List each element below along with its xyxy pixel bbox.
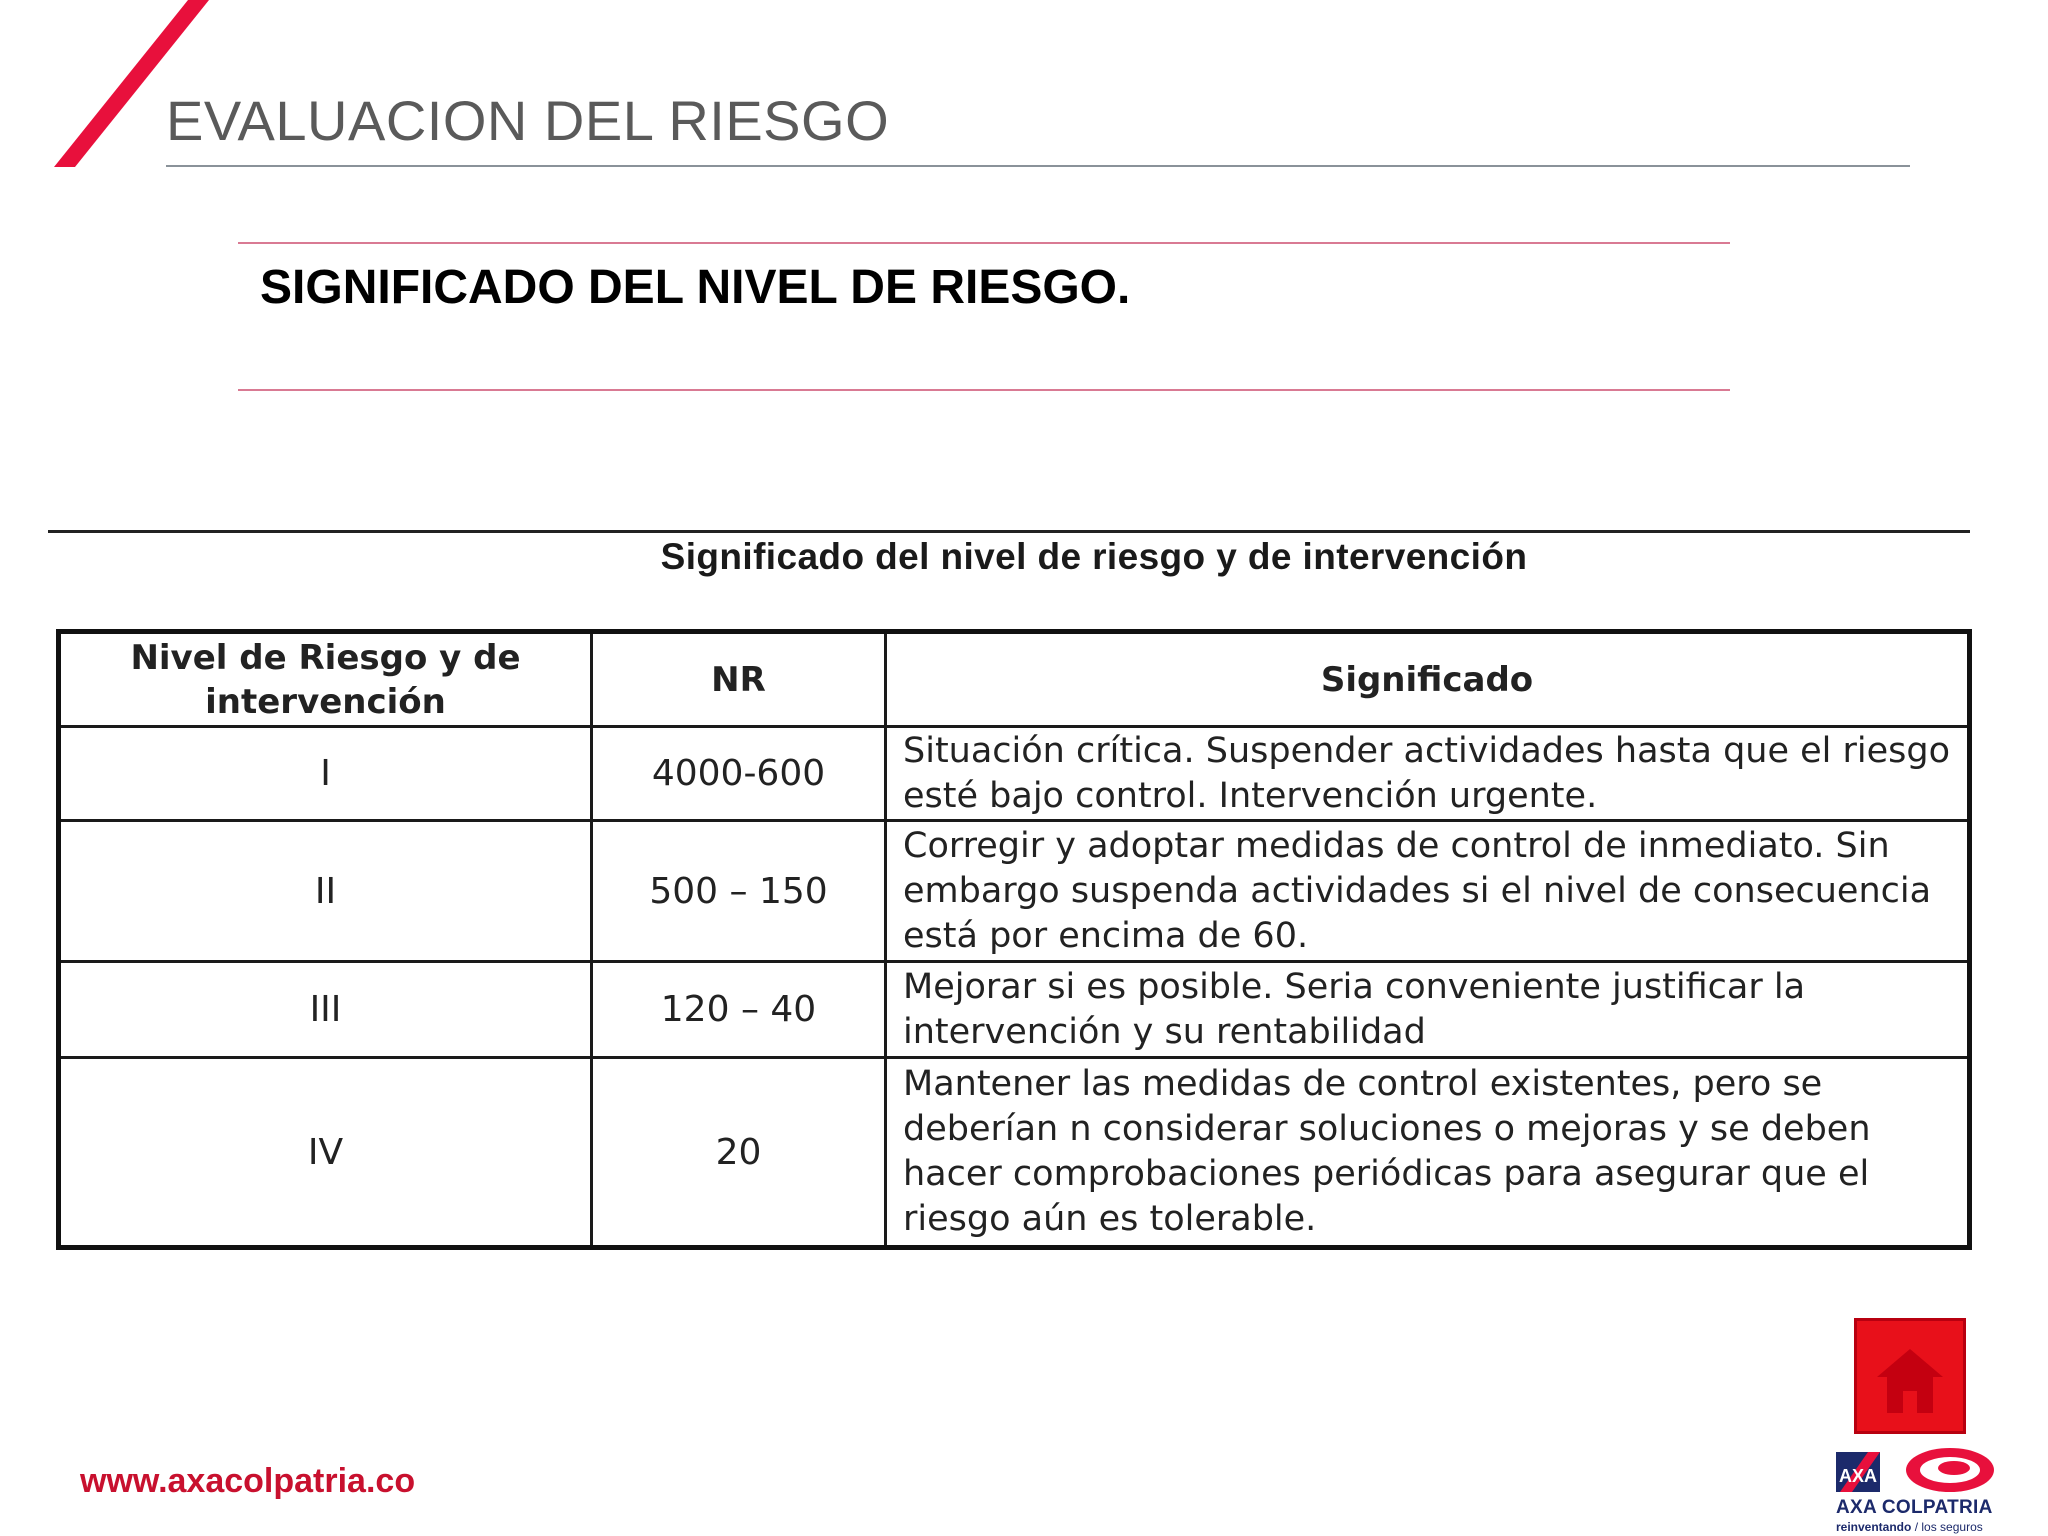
logo-brand-text: AXA COLPATRIA: [1836, 1497, 1993, 1518]
figure-top-rule: [48, 530, 1970, 533]
subtitle-bottom-divider: [238, 389, 1730, 391]
cell-nr: 4000-600: [592, 727, 886, 821]
company-logo-mark: [1830, 1434, 2002, 1498]
cell-meaning: Mantener las medidas de control existentes, pero se deberían n considerar soluciones o mejoras y se deben hacer comprobaciones periódicas para asegurar que el riesgo aún es tolerable.: [886, 1058, 1970, 1248]
section-subtitle: SIGNIFICADO DEL NIVEL DE RIESGO.: [260, 261, 1131, 314]
cell-meaning: Mejorar si es posible. Seria conveniente justificar la intervención y su rentabilidad: [886, 962, 1970, 1058]
risk-table-container: [56, 629, 1967, 1250]
title-divider: [166, 165, 1910, 167]
cell-meaning: Situación crítica. Suspender actividades hasta que el riesgo esté bajo control. Intervención urgente.: [886, 727, 1970, 821]
logo-tagline-bold: reinventando: [1836, 1520, 1912, 1534]
home-button[interactable]: [1854, 1318, 1966, 1434]
cell-nr: 120 – 40: [592, 962, 886, 1058]
page-title: EVALUACION DEL RIESGO: [166, 89, 890, 152]
cell-level: I: [59, 727, 592, 821]
cell-nr: 20: [592, 1058, 886, 1248]
table-row: [59, 821, 1970, 962]
cell-level: II: [59, 821, 592, 962]
logo-mark-text: AXA: [1838, 1466, 1878, 1486]
cell-level: IV: [59, 1058, 592, 1248]
cell-nr: 500 – 150: [592, 821, 886, 962]
table-caption: Significado del nivel de riesgo y de intervención: [660, 536, 1528, 577]
header-nr: NR: [592, 632, 886, 727]
table-header-row: [59, 632, 1970, 727]
table-row: [59, 1058, 1970, 1248]
header-level: Nivel de Riesgo y de intervención: [59, 632, 592, 727]
header-meaning: Significado: [886, 632, 1970, 727]
website-link[interactable]: www.axacolpatria.co: [80, 1462, 416, 1500]
cell-meaning: Corregir y adoptar medidas de control de inmediato. Sin embargo suspenda actividades si el nivel de consecuencia está por encima de 60.: [886, 821, 1970, 962]
risk-level-table: [56, 629, 1972, 1250]
home-icon: [1857, 1321, 1963, 1431]
table-row: [59, 727, 1970, 821]
logo-tagline-rest: los seguros: [1921, 1520, 1983, 1534]
table-row: [59, 962, 1970, 1058]
subtitle-top-divider: [238, 242, 1730, 244]
logo-tagline: reinventando / los seguros: [1836, 1520, 1983, 1534]
cell-level: III: [59, 962, 592, 1058]
